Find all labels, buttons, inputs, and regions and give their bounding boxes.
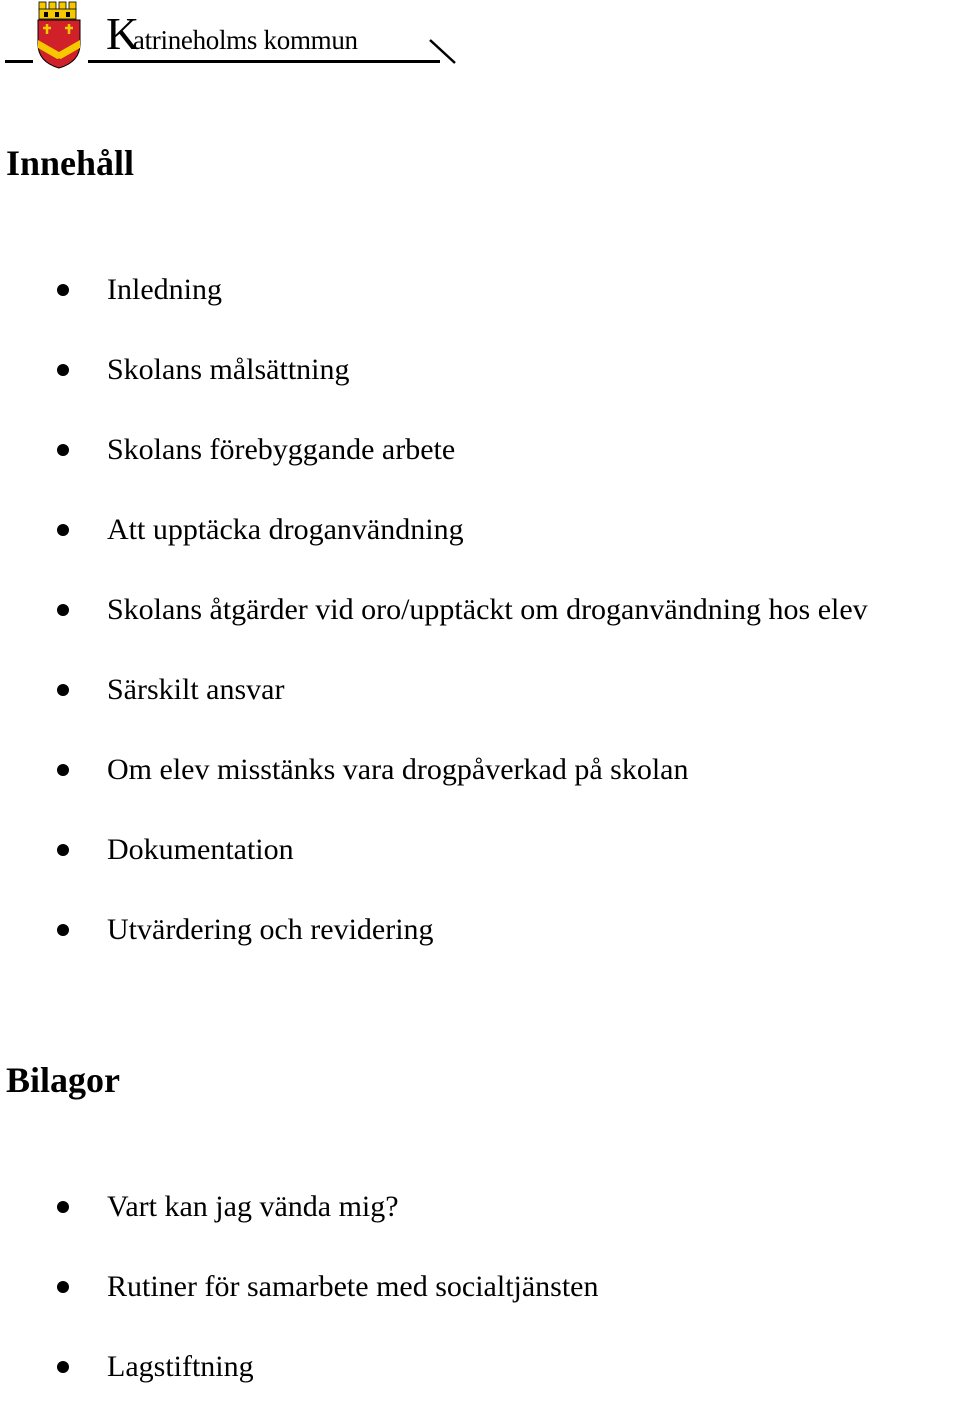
header-rule [88,60,440,63]
list-item-label: Rutiner för samarbete med socialtjänsten [107,1270,599,1303]
bullet-icon [57,924,69,936]
document-header [0,0,470,72]
list-item-label: Om elev misstänks vara drogpåverkad på skolan [107,753,689,786]
municipal-coat-of-arms-icon [35,0,85,70]
bullet-icon [57,1201,69,1213]
bullet-icon [57,1281,69,1293]
bullet-icon [57,444,69,456]
appendix-heading: Bilagor [6,1060,120,1100]
header-rule-slash [428,38,458,66]
list-item-label: Skolans förebyggande arbete [107,433,456,466]
bullet-icon [57,284,69,296]
list-item-label: Vart kan jag vända mig? [107,1190,399,1223]
list-item-label: Inledning [107,273,222,306]
list-item-label: Utvärdering och revidering [107,913,434,946]
bullet-icon [57,684,69,696]
header-rule-left [5,60,33,63]
municipality-wordmark [106,8,364,60]
bullet-icon [57,844,69,856]
wordmark-rest: atrineholms kommun [132,25,358,55]
list-item-label: Skolans åtgärder vid oro/upptäckt om droganvändning hos elev [107,593,868,626]
contents-heading: Innehåll [6,143,135,183]
bullet-icon [57,364,69,376]
list-item-label: Lagstiftning [107,1350,254,1383]
bullet-icon [57,524,69,536]
list-item-label: Skolans målsättning [107,353,350,386]
wordmark-initial: K [106,8,139,59]
bullet-icon [57,604,69,616]
bullet-icon [57,764,69,776]
list-item-label: Särskilt ansvar [107,673,285,706]
bullet-icon [57,1361,69,1373]
list-item-label: Att upptäcka droganvändning [107,513,464,546]
list-item-label: Dokumentation [107,833,294,866]
